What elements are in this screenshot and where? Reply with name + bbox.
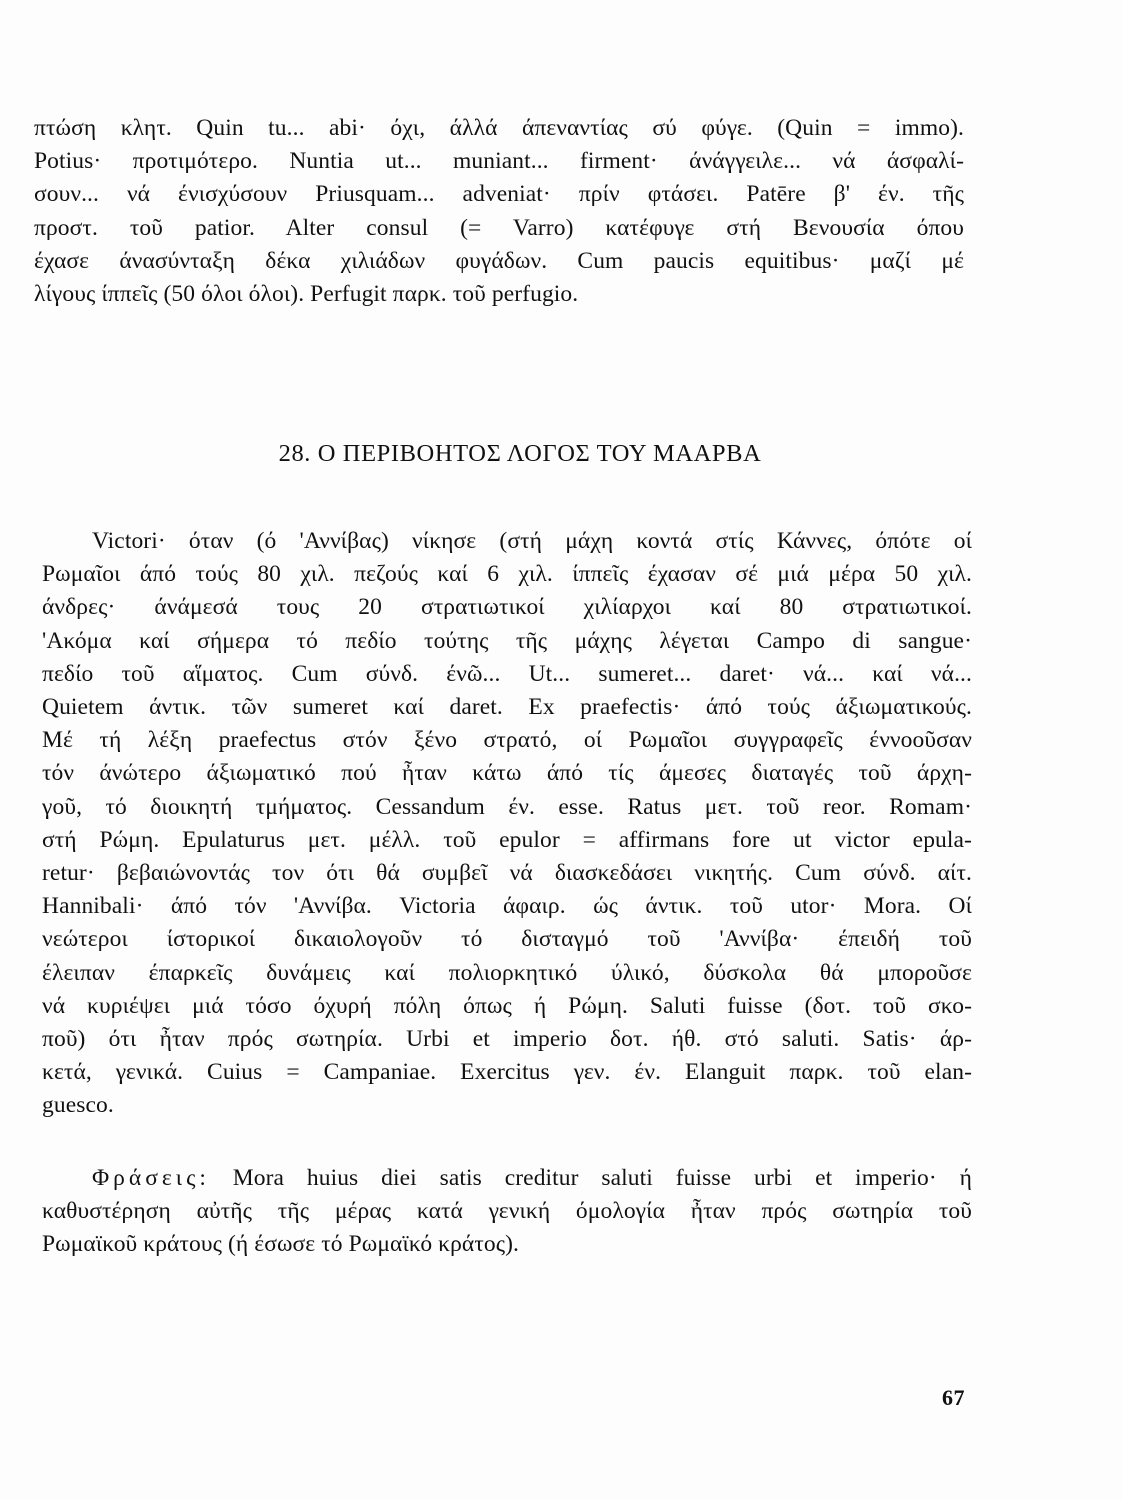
text-line: έχασε άνασύνταξη δέκα χιλιάδων φυγάδων. Cum paucis equitibus· μαζί μέ xyxy=(34,247,964,274)
phrases-paragraph xyxy=(42,1162,972,1262)
text-line: πεδίο τοῦ αἵματος. Cum σύνδ. ένῶ... Ut... sumeret... daret· νά... καί νά... xyxy=(42,660,972,687)
text-line: 'Ακόμα καί σήμερα τό πεδίο τούτης τῆς μάχης λέγεται Campo di sangue· xyxy=(42,627,972,654)
text-line: Potius· προτιμότερο. Nuntia ut... muniant... firment· άνάγγειλε... νά άσφαλί- xyxy=(34,148,964,175)
text-line: γοῦ, τό διοικητή τμήματος. Cessandum έν. esse. Ratus μετ. τοῦ reor. Romam· xyxy=(42,793,972,820)
text-line: τόν άνώτερο άξιωματικό πού ἦταν κάτω άπό τίς άμεσες διαταγές τοῦ άρχη- xyxy=(42,760,972,787)
text-line: νά κυριέψει μιά τόσο όχυρή πόλη όπως ή Ρώμη. Saluti fuisse (δοτ. τοῦ σκο- xyxy=(42,992,972,1019)
text-line xyxy=(42,1162,972,1195)
text-line: Μέ τή λέξη praefectus στόν ξένο στρατό, οί Ρωμαῖοι συγγραφεῖς έννοοῦσαν xyxy=(42,727,972,754)
text-line: Ρωμαϊκοῦ κράτους (ή έσωσε τό Ρωμαϊκό κράτος). xyxy=(42,1231,520,1258)
text-line: guesco. xyxy=(42,1092,114,1119)
text-line: έλειπαν έπαρκεῖς δυνάμεις καί πολιορκητικό ύλικό, δύσκολα θά μποροῦσε xyxy=(42,959,972,986)
text-line: ποῦ) ότι ἦταν πρός σωτηρία. Urbi et imperio δοτ. ήθ. στό saluti. Satis· άρ- xyxy=(42,1026,972,1053)
text-line: σουν... νά ένισχύσουν Priusquam... adveniat· πρίν φτάσει. Patēre β' έν. τῆς xyxy=(34,181,964,208)
text-line: Ρωμαῖοι άπό τούς 80 χιλ. πεζούς καί 6 χιλ. ίππεῖς έχασαν σέ μιά μέρα 50 χιλ. xyxy=(42,561,972,588)
text-line: προστ. τοῦ patior. Alter consul (= Varro) κατέφυγε στή Βενουσία όπου xyxy=(34,214,964,241)
section-heading: 28. Ο ΠΕΡΙΒΟΗΤΟΣ ΛΟΓΟΣ ΤΟΥ ΜΑΑΡΒΑ xyxy=(278,440,762,467)
text-line: Quietem άντικ. τῶν sumeret καί daret. Ex praefectis· άπό τούς άξιωματικούς. xyxy=(42,694,972,721)
text-line: Hannibali· άπό τόν 'Αννίβα. Victoria άφαιρ. ώς άντικ. τοῦ utor· Mora. Οί xyxy=(42,893,972,920)
text-line: άνδρες· άνάμεσά τους 20 στρατιωτικοί χιλίαρχοι καί 80 στρατιωτικοί. xyxy=(42,594,972,621)
text-line: Victori· όταν (ό 'Αννίβας) νίκησε (στή μάχη κοντά στίς Κάννες, όπότε οί xyxy=(92,528,972,554)
page-number: 67 xyxy=(942,1385,965,1410)
text-line: κετά, γενικά. Cuius = Campaniae. Exercitus γεν. έν. Elanguit παρκ. τοῦ elan- xyxy=(42,1059,972,1086)
phrases-label: Φράσεις: xyxy=(92,1165,210,1191)
phrases-text: Mora huius diei satis creditur saluti fuisse urbi et imperio· ή xyxy=(209,1165,972,1191)
text-line: νεώτεροι ίστορικοί δικαιολογοῦν τό δισταγμό τοῦ 'Αννίβα· έπειδή τοῦ xyxy=(42,926,972,953)
text-line: πτώση κλητ. Quin tu... abi· όχι, άλλά άπεναντίας σύ φύγε. (Quin = immo). xyxy=(34,115,964,141)
text-line: στή Ρώμη. Epulaturus μετ. μέλλ. τοῦ epulor = affirmans fore ut victor epula- xyxy=(42,826,972,853)
notes-main-paragraph xyxy=(42,525,972,1123)
notes-top-paragraph xyxy=(34,112,964,311)
text-line: λίγους ίππεῖς (50 όλοι όλοι). Perfugit παρκ. τοῦ perfugio. xyxy=(34,281,579,308)
text-line: retur· βεβαιώνοντάς τον ότι θά συμβεῖ νά διασκεδάσει νικητής. Cum σύνδ. αίτ. xyxy=(42,860,972,887)
text-line: καθυστέρηση αὐτῆς τῆς μέρας κατά γενική όμολογία ἦταν πρός σωτηρία τοῦ xyxy=(42,1198,972,1225)
